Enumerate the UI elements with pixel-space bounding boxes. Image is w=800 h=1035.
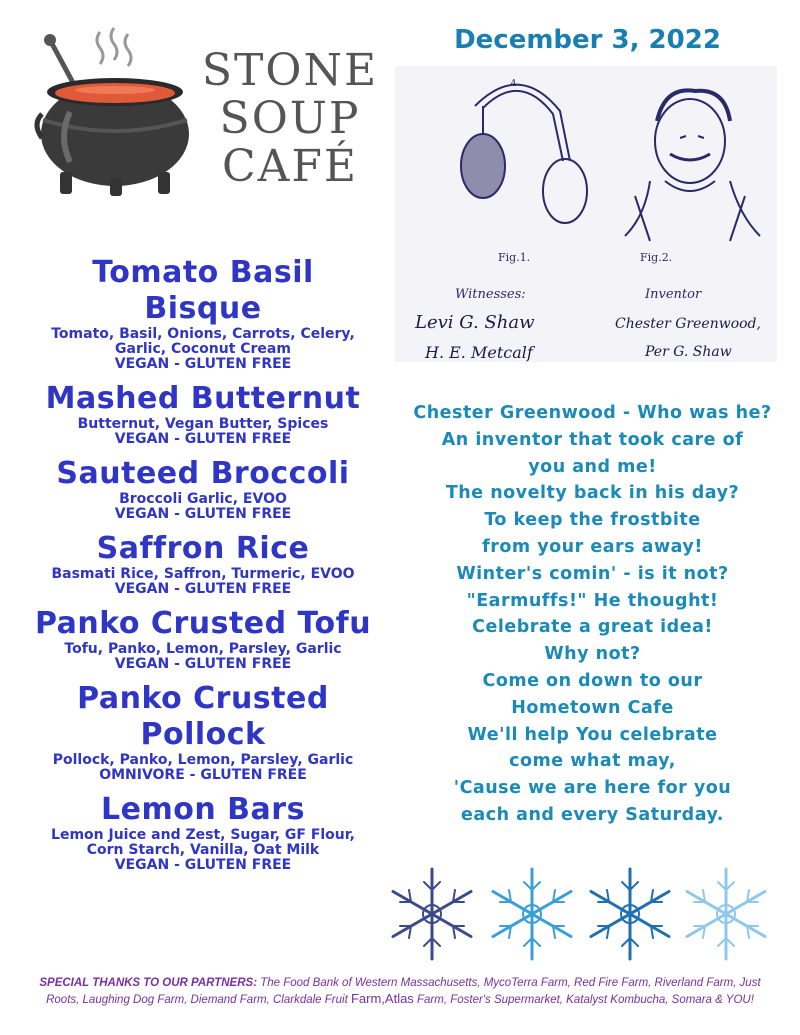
menu-item-diet: VEGAN - GLUTEN FREE [114, 506, 292, 522]
partners-footer [25, 975, 775, 1008]
menu-item-diet: OMNIVORE - GLUTEN FREE [99, 767, 307, 783]
menu-item-desc: Broccoli Garlic, EVOO [119, 491, 287, 507]
menu-item-title: Panko Crusted Pollock [77, 681, 329, 752]
menu-item-desc: Basmati Rice, Saffron, Turmeric, EVOO [51, 566, 355, 582]
menu-item-desc: Lemon Juice and Zest, Sugar, GF Flour, [51, 827, 355, 843]
menu-item-desc: Pollock, Panko, Lemon, Parsley, Garlic [52, 752, 354, 768]
logo-wordmark [200, 47, 380, 191]
menu-item-title: Tomato Basil Bisque [92, 255, 314, 326]
page-date: December 3, 2022 [454, 25, 721, 55]
logo-line-stone: STONE [201, 45, 379, 96]
snowflakes-decoration [380, 862, 780, 967]
witnesses-label: Witnesses: [455, 287, 526, 302]
poem-line: 'Cause we are here for you [453, 778, 732, 799]
menu-item-desc: Butternut, Vegan Butter, Spices [77, 416, 329, 432]
menu-item-diet: VEGAN - GLUTEN FREE [114, 431, 292, 447]
logo-line-cafe: CAFÉ [221, 141, 359, 192]
menu-item-diet: VEGAN - GLUTEN FREE [114, 581, 292, 597]
inventor-label: Inventor [645, 287, 702, 302]
menu-item-diet: VEGAN - GLUTEN FREE [114, 857, 292, 873]
menu-item-title: Lemon Bars [101, 792, 305, 827]
inventor-signature: Chester Greenwood, [615, 316, 761, 332]
menu-item [18, 792, 388, 873]
poem-line: you and me! [528, 456, 657, 477]
poem-line: each and every Saturday. [461, 804, 724, 825]
fig1-label: Fig.1. [498, 251, 531, 264]
menu-item-diet: VEGAN - GLUTEN FREE [114, 356, 292, 372]
partners-text: Farm,Atlas [350, 991, 414, 1006]
menu-item-title: Mashed Butternut [45, 381, 361, 416]
snowflake-icon [493, 869, 571, 959]
poem-line: The novelty back in his day? [445, 483, 740, 504]
poem-line: "Earmuffs!" He thought! [466, 590, 719, 611]
menu-item-title: Saffron Rice [96, 531, 310, 566]
menu-item-desc: Corn Starch, Vanilla, Oat Milk [86, 842, 320, 858]
svg-text:A: A [510, 79, 517, 89]
poem-line: An inventor that took care of [441, 429, 744, 450]
poem-line: Hometown Cafe [511, 697, 674, 718]
poem-line: Winter's comin' - is it not? [456, 563, 729, 584]
menu-item [18, 531, 388, 597]
menu-item-desc: Tofu, Panko, Lemon, Parsley, Garlic [64, 641, 342, 657]
logo-line-soup: SOUP [219, 93, 361, 144]
poem-line: Why not? [544, 644, 641, 665]
cauldron-icon [30, 22, 195, 197]
poem-line: Celebrate a great idea! [472, 617, 713, 638]
poem-line: We'll help You celebrate [467, 724, 718, 745]
stone-soup-cafe-logo [30, 22, 379, 197]
snowflake-icon [591, 869, 669, 959]
menu-item-desc: Tomato, Basil, Onions, Carrots, Celery, [51, 326, 355, 342]
fig2-label: Fig.2. [640, 251, 673, 264]
poem-line: Come on down to our [482, 670, 703, 691]
menu-item-title: Sauteed Broccoli [56, 456, 350, 491]
poem-line: come what may, [509, 751, 676, 772]
partners-text: Farm, Foster's Supermarket, Katalyst Kombucha, Somara & YOU! [413, 994, 754, 1006]
partners-label: SPECIAL THANKS TO OUR PARTNERS: [39, 977, 258, 989]
chester-greenwood-poem [400, 400, 785, 829]
menu-list [18, 255, 388, 882]
attorney-signature: Per G. Shaw [645, 344, 732, 360]
menu-item-title: Panko Crusted Tofu [34, 606, 372, 641]
menu-item [18, 456, 388, 522]
partners-text: The Food Bank of Western Massachusetts, MycoTerra Farm, Red Fire Farm, Riverland Farm, Just Roots, Laughing Dog Farm, Diemand Farm, Clarkdale Fruit [46, 977, 761, 1006]
poem-line: To keep the frostbite [484, 510, 701, 531]
menu-item [18, 606, 388, 672]
snowflake-icon [687, 869, 765, 959]
menu-item [18, 681, 388, 783]
poem-line: Chester Greenwood - Who was he? [413, 403, 772, 423]
menu-item-diet: VEGAN - GLUTEN FREE [114, 656, 292, 672]
snowflake-icon [393, 869, 471, 959]
earmuff-patent-illustration [395, 66, 777, 362]
menu-item [18, 255, 388, 372]
menu-item [18, 381, 388, 447]
witness-signature-2: H. E. Metcalf [425, 343, 533, 362]
witness-signature-1: Levi G. Shaw [415, 312, 535, 333]
menu-item-desc: Garlic, Coconut Cream [115, 341, 291, 357]
poem-line: from your ears away! [482, 536, 703, 557]
